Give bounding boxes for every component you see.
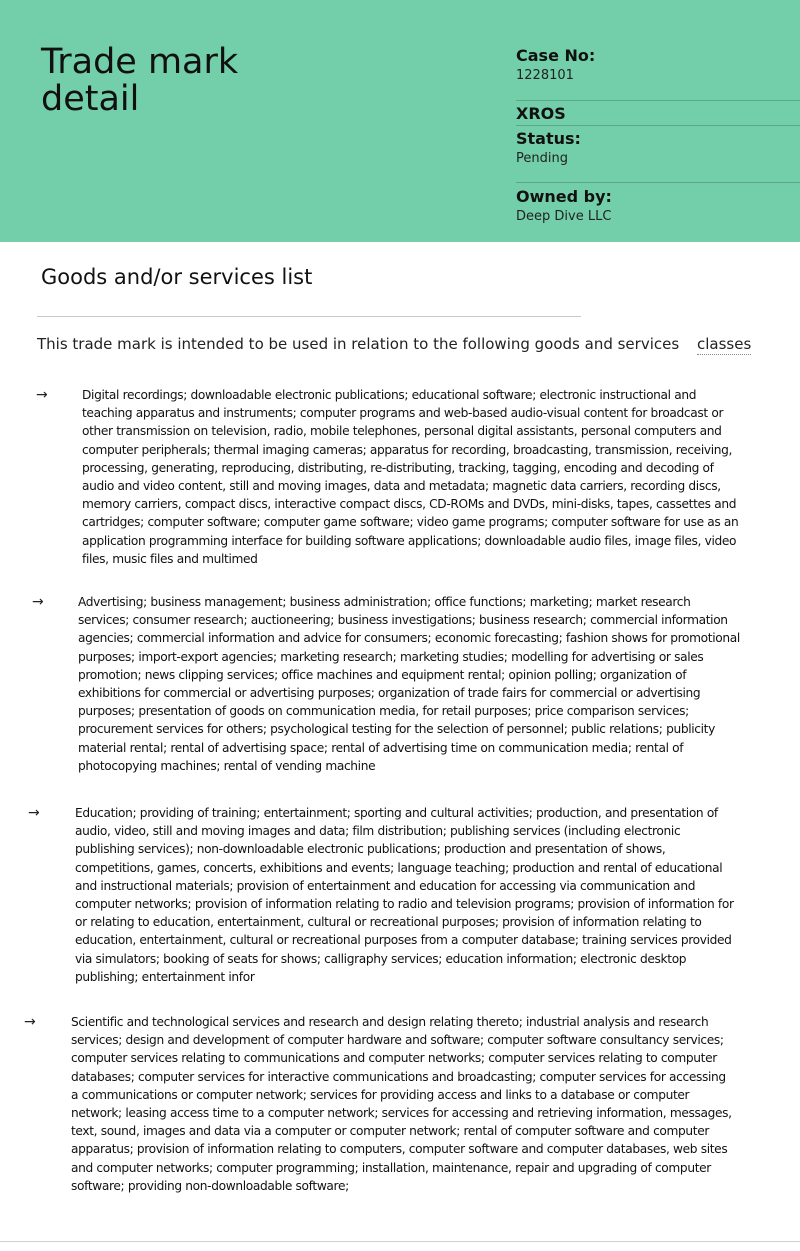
case-number-label: Case No: bbox=[516, 46, 596, 65]
mark-name: XROS bbox=[516, 104, 566, 123]
footer-divider bbox=[0, 1241, 800, 1242]
section-title: Goods and/or services list bbox=[41, 265, 313, 289]
meta-divider bbox=[516, 125, 800, 126]
meta-divider bbox=[516, 182, 800, 183]
intro-text: This trade mark is intended to be used in relation to the following goods and services bbox=[37, 335, 680, 353]
owner-value: Deep Dive LLC bbox=[516, 209, 612, 224]
goods-class-description: Education; providing of training; entertainment; sporting and cultural activities; production, and presentation of audio, video, still and moving images and data; film distribution; publishing services (including electronic publishing services); non-downloadable electronic publications; production and presentation of shows, competitions, games, concerts, exhibitions and events; language teaching; production and rental of educational and instructional materials; provision of entertainment and education for accessing via communication and computer networks; provision of information relating to radio and television programs; provision of information for or relating to education, entertainment, cultural or recreational purposes; provision of information relating to education, entertainment, cultural or recreational purposes from a computer database; training services provided via simulators; booking of seats for shows; calligraphy services; education information; electronic desktop publishing; entertainment infor bbox=[75, 806, 734, 984]
header-banner bbox=[0, 0, 800, 242]
status-label: Status: bbox=[516, 129, 581, 148]
right-arrow-icon: → bbox=[28, 805, 40, 821]
classes-link[interactable]: classes bbox=[697, 335, 752, 353]
goods-class-description: Digital recordings; downloadable electronic publications; educational software; electronic instructional and teaching apparatus and instruments; computer programs and web-based audio-visual content for broadcast or other transmission on television, radio, mobile telephones, personal digital assistants, personal computers and computer peripherals; thermal imaging cameras; apparatus for recording, broadcasting, transmission, receiving, processing, generating, reproducing, distributing, re-distributing, tracking, tagging, encoding and decoding of audio and video content, still and moving images, data and metadata; magnetic data carriers, recording discs, memory carriers, compact discs, interactive compact discs, CD-ROMs and DVDs, mini-disks, tapes, cassettes and cartridges; computer software; computer game software; video game programs; computer software for use as an application programming interface for building software applications; downloadable audio files, image files, video files, music files and multimed bbox=[82, 388, 739, 566]
goods-class-description: Advertising; business management; business administration; office functions; marketing; market research services; consumer research; auctioneering; business investigations; business research; commercial information agencies; commercial information and advice for consumers; economic forecasting; fashion shows for promotional purposes; import-export agencies; marketing research; marketing studies; modelling for advertising or sales promotion; news clipping services; office machines and equipment rental; opinion polling; organization of exhibitions for commercial or advertising purposes; organization of trade fairs for commercial or advertising purposes; presentation of goods on communication media, for retail purposes; price comparison services; procurement services for others; psychological testing for the selection of personnel; public relations; publicity material rental; rental of advertising space; rental of advertising time on communication media; rental of photocopying machines; rental of vending machine bbox=[78, 595, 740, 773]
status-value: Pending bbox=[516, 151, 568, 166]
right-arrow-icon: → bbox=[24, 1014, 36, 1030]
goods-class-description: Scientific and technological services and research and design relating thereto; industrial analysis and research services; design and development of computer hardware and software; computer software consultancy services; computer services relating to communications and computer networks; computer services relating to computer databases; computer services for interactive communications and broadcasting; computer services for accessing a communications or computer network; services for providing access and links to a database or computer network; leasing access time to a computer network; services for accessing and retrieving information, messages, text, sound, images and data via a computer or computer network; rental of computer software and computer apparatus; provision of information relating to computers, computer software and computer databases, web sites and computer networks; computer programming; installation, maintenance, repair and upgrading of computer software; providing non-downloadable software; bbox=[71, 1015, 732, 1193]
right-arrow-icon: → bbox=[32, 594, 44, 610]
section-divider bbox=[37, 316, 581, 317]
right-arrow-icon: → bbox=[36, 387, 48, 403]
owner-label: Owned by: bbox=[516, 187, 612, 206]
case-number-value: 1228101 bbox=[516, 68, 574, 83]
page-title: Trade mark detail bbox=[41, 42, 239, 119]
meta-divider bbox=[516, 100, 800, 101]
